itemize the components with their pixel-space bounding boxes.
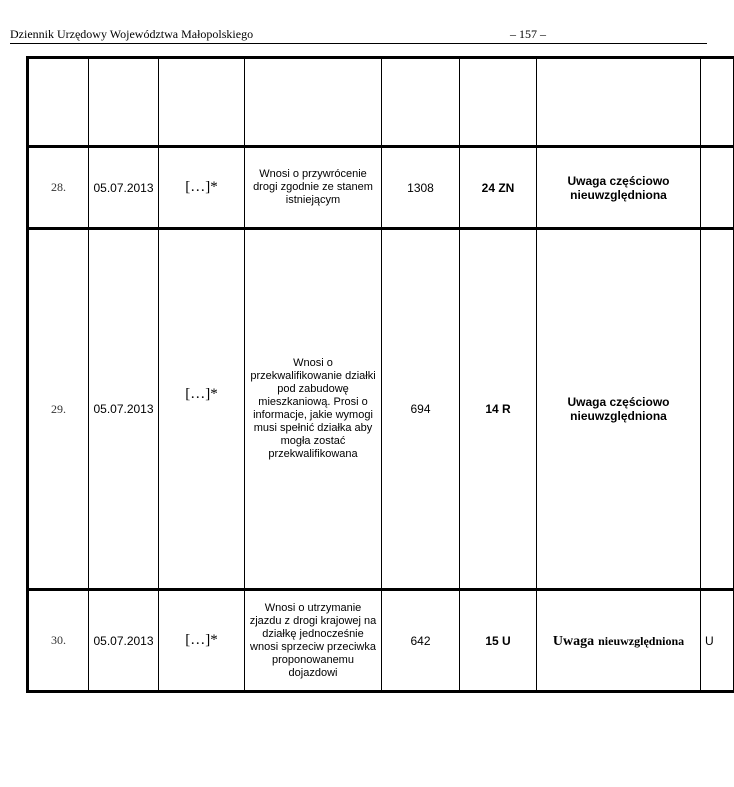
name-text: […]* [185,385,218,402]
extra-cell [701,229,734,590]
header-cell [89,58,159,147]
date-cell: 05.07.2013 [89,147,159,229]
status-word: Uwaga [552,633,595,649]
description-cell: Wnosi o przywrócenie drogi zgodnie ze stanem istniejącym [245,147,382,229]
lp-cell: 30. [28,590,89,692]
extra-cell: U [701,590,734,692]
header-cell [245,58,382,147]
status-cell: Uwaga częściowo nieuwzględniona [537,147,701,229]
header-cell [28,58,89,147]
table-row [28,590,734,692]
page-header [10,25,707,44]
header-cell [382,58,460,147]
table-row [28,229,734,590]
extra-cell [701,147,734,229]
header-cell [537,58,701,147]
plot-cell: 1308 [382,147,460,229]
description-cell: Wnosi o utrzymanie zjazdu z drogi krajowej na działkę jednocześnie wnosi sprzeciw przeciwka proponowanemu dojazdowi [245,590,382,692]
name-cell: […]* [159,147,245,229]
table-row [28,147,734,229]
zone-cell: 24 ZN [460,147,537,229]
status-qualifier: nieuwzględniona [598,633,685,648]
header-cell [159,58,245,147]
zone-cell: 14 R [460,229,537,590]
date-cell: 05.07.2013 [89,590,159,692]
table-header-row [28,58,734,147]
lp-cell: 28. [28,147,89,229]
comments-table [26,56,734,693]
header-cell [460,58,537,147]
header-cell [701,58,734,147]
name-cell: […]* [159,590,245,692]
page-number: – 157 – [510,27,546,41]
status-cell [537,590,701,692]
description-cell: Wnosi o przekwalifikowanie działki pod zabudowę mieszkaniową. Prosi o informacje, jakie wymogi musi spełnić działka aby mogła zostać przekwalifikowana [245,229,382,590]
zone-cell: 15 U [460,590,537,692]
name-cell [159,229,245,590]
date-cell: 05.07.2013 [89,229,159,590]
status-cell: Uwaga częściowo nieuwzględniona [537,229,701,590]
plot-cell: 694 [382,229,460,590]
lp-cell: 29. [28,229,89,590]
journal-title: Dziennik Urzędowy Województwa Małopolskiego [10,27,254,41]
plot-cell: 642 [382,590,460,692]
